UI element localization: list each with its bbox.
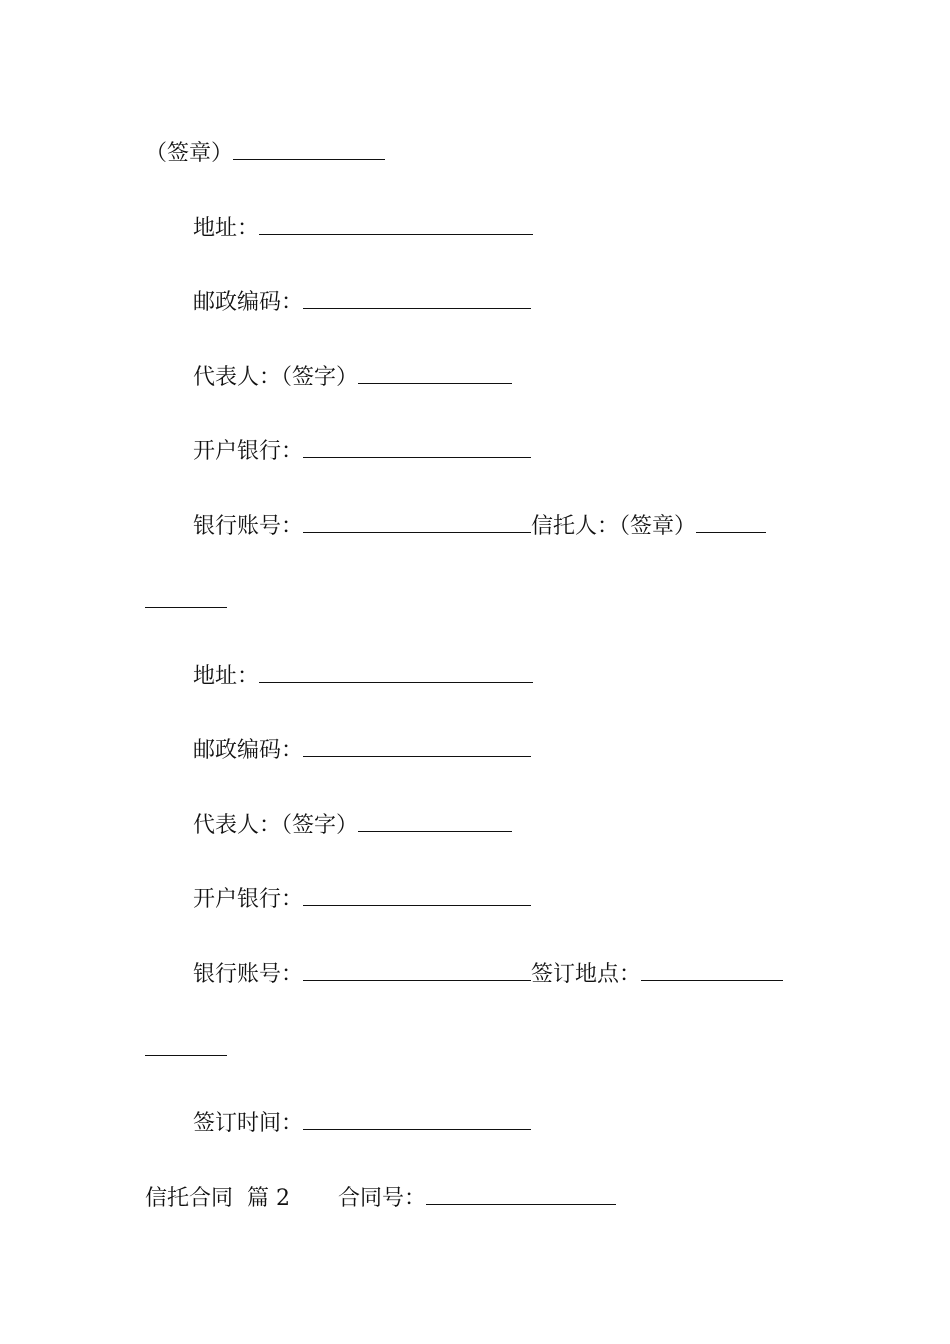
address-label: 地址：: [193, 664, 260, 689]
bank-label: 开户银行：: [193, 887, 304, 912]
contract-no-blank[interactable]: [426, 1182, 616, 1205]
trustor-seal-label: 信托人：（签章）: [531, 514, 697, 539]
seal-blank[interactable]: [233, 137, 385, 160]
contract-heading-line: [145, 1182, 616, 1214]
account-line-a: [193, 510, 766, 542]
representative-line-a: [193, 361, 512, 393]
contract-no-label: 合同号：: [338, 1186, 427, 1211]
seal-line-1: [145, 137, 385, 169]
signing-place-blank-continued[interactable]: [145, 1055, 227, 1056]
account-blank[interactable]: [303, 958, 531, 981]
trustor-seal-blank-continued[interactable]: [145, 607, 227, 608]
account-label: 银行账号：: [193, 514, 304, 539]
signing-place-blank[interactable]: [641, 958, 783, 981]
postcode-blank[interactable]: [303, 286, 531, 309]
signing-place-label: 签订地点：: [531, 962, 642, 987]
account-line-b: [193, 958, 783, 990]
representative-blank[interactable]: [358, 361, 512, 384]
trustor-seal-blank[interactable]: [696, 510, 766, 533]
contract-title: 信托合同: [145, 1186, 234, 1211]
representative-line-b: [193, 809, 512, 841]
address-blank[interactable]: [259, 660, 533, 683]
bank-blank[interactable]: [303, 435, 531, 458]
address-label: 地址：: [193, 216, 260, 241]
account-label: 银行账号：: [193, 962, 304, 987]
representative-label: 代表人：（签字）: [193, 365, 359, 390]
bank-label: 开户银行：: [193, 439, 304, 464]
account-blank[interactable]: [303, 510, 531, 533]
address-blank[interactable]: [259, 212, 533, 235]
seal-label: （签章）: [145, 141, 234, 166]
address-line-b: [193, 660, 533, 692]
signing-time-line: [193, 1107, 531, 1139]
bank-line-a: [193, 435, 531, 467]
signing-time-label: 签订时间：: [193, 1111, 304, 1136]
representative-blank[interactable]: [358, 809, 512, 832]
signing-time-blank[interactable]: [303, 1107, 531, 1130]
bank-line-b: [193, 883, 531, 915]
contract-part: 篇 2: [247, 1186, 291, 1211]
postcode-label: 邮政编码：: [193, 290, 304, 315]
postcode-line-a: [193, 286, 531, 318]
representative-label: 代表人：（签字）: [193, 813, 359, 838]
postcode-line-b: [193, 734, 531, 766]
bank-blank[interactable]: [303, 883, 531, 906]
postcode-label: 邮政编码：: [193, 738, 304, 763]
postcode-blank[interactable]: [303, 734, 531, 757]
address-line-a: [193, 212, 533, 244]
